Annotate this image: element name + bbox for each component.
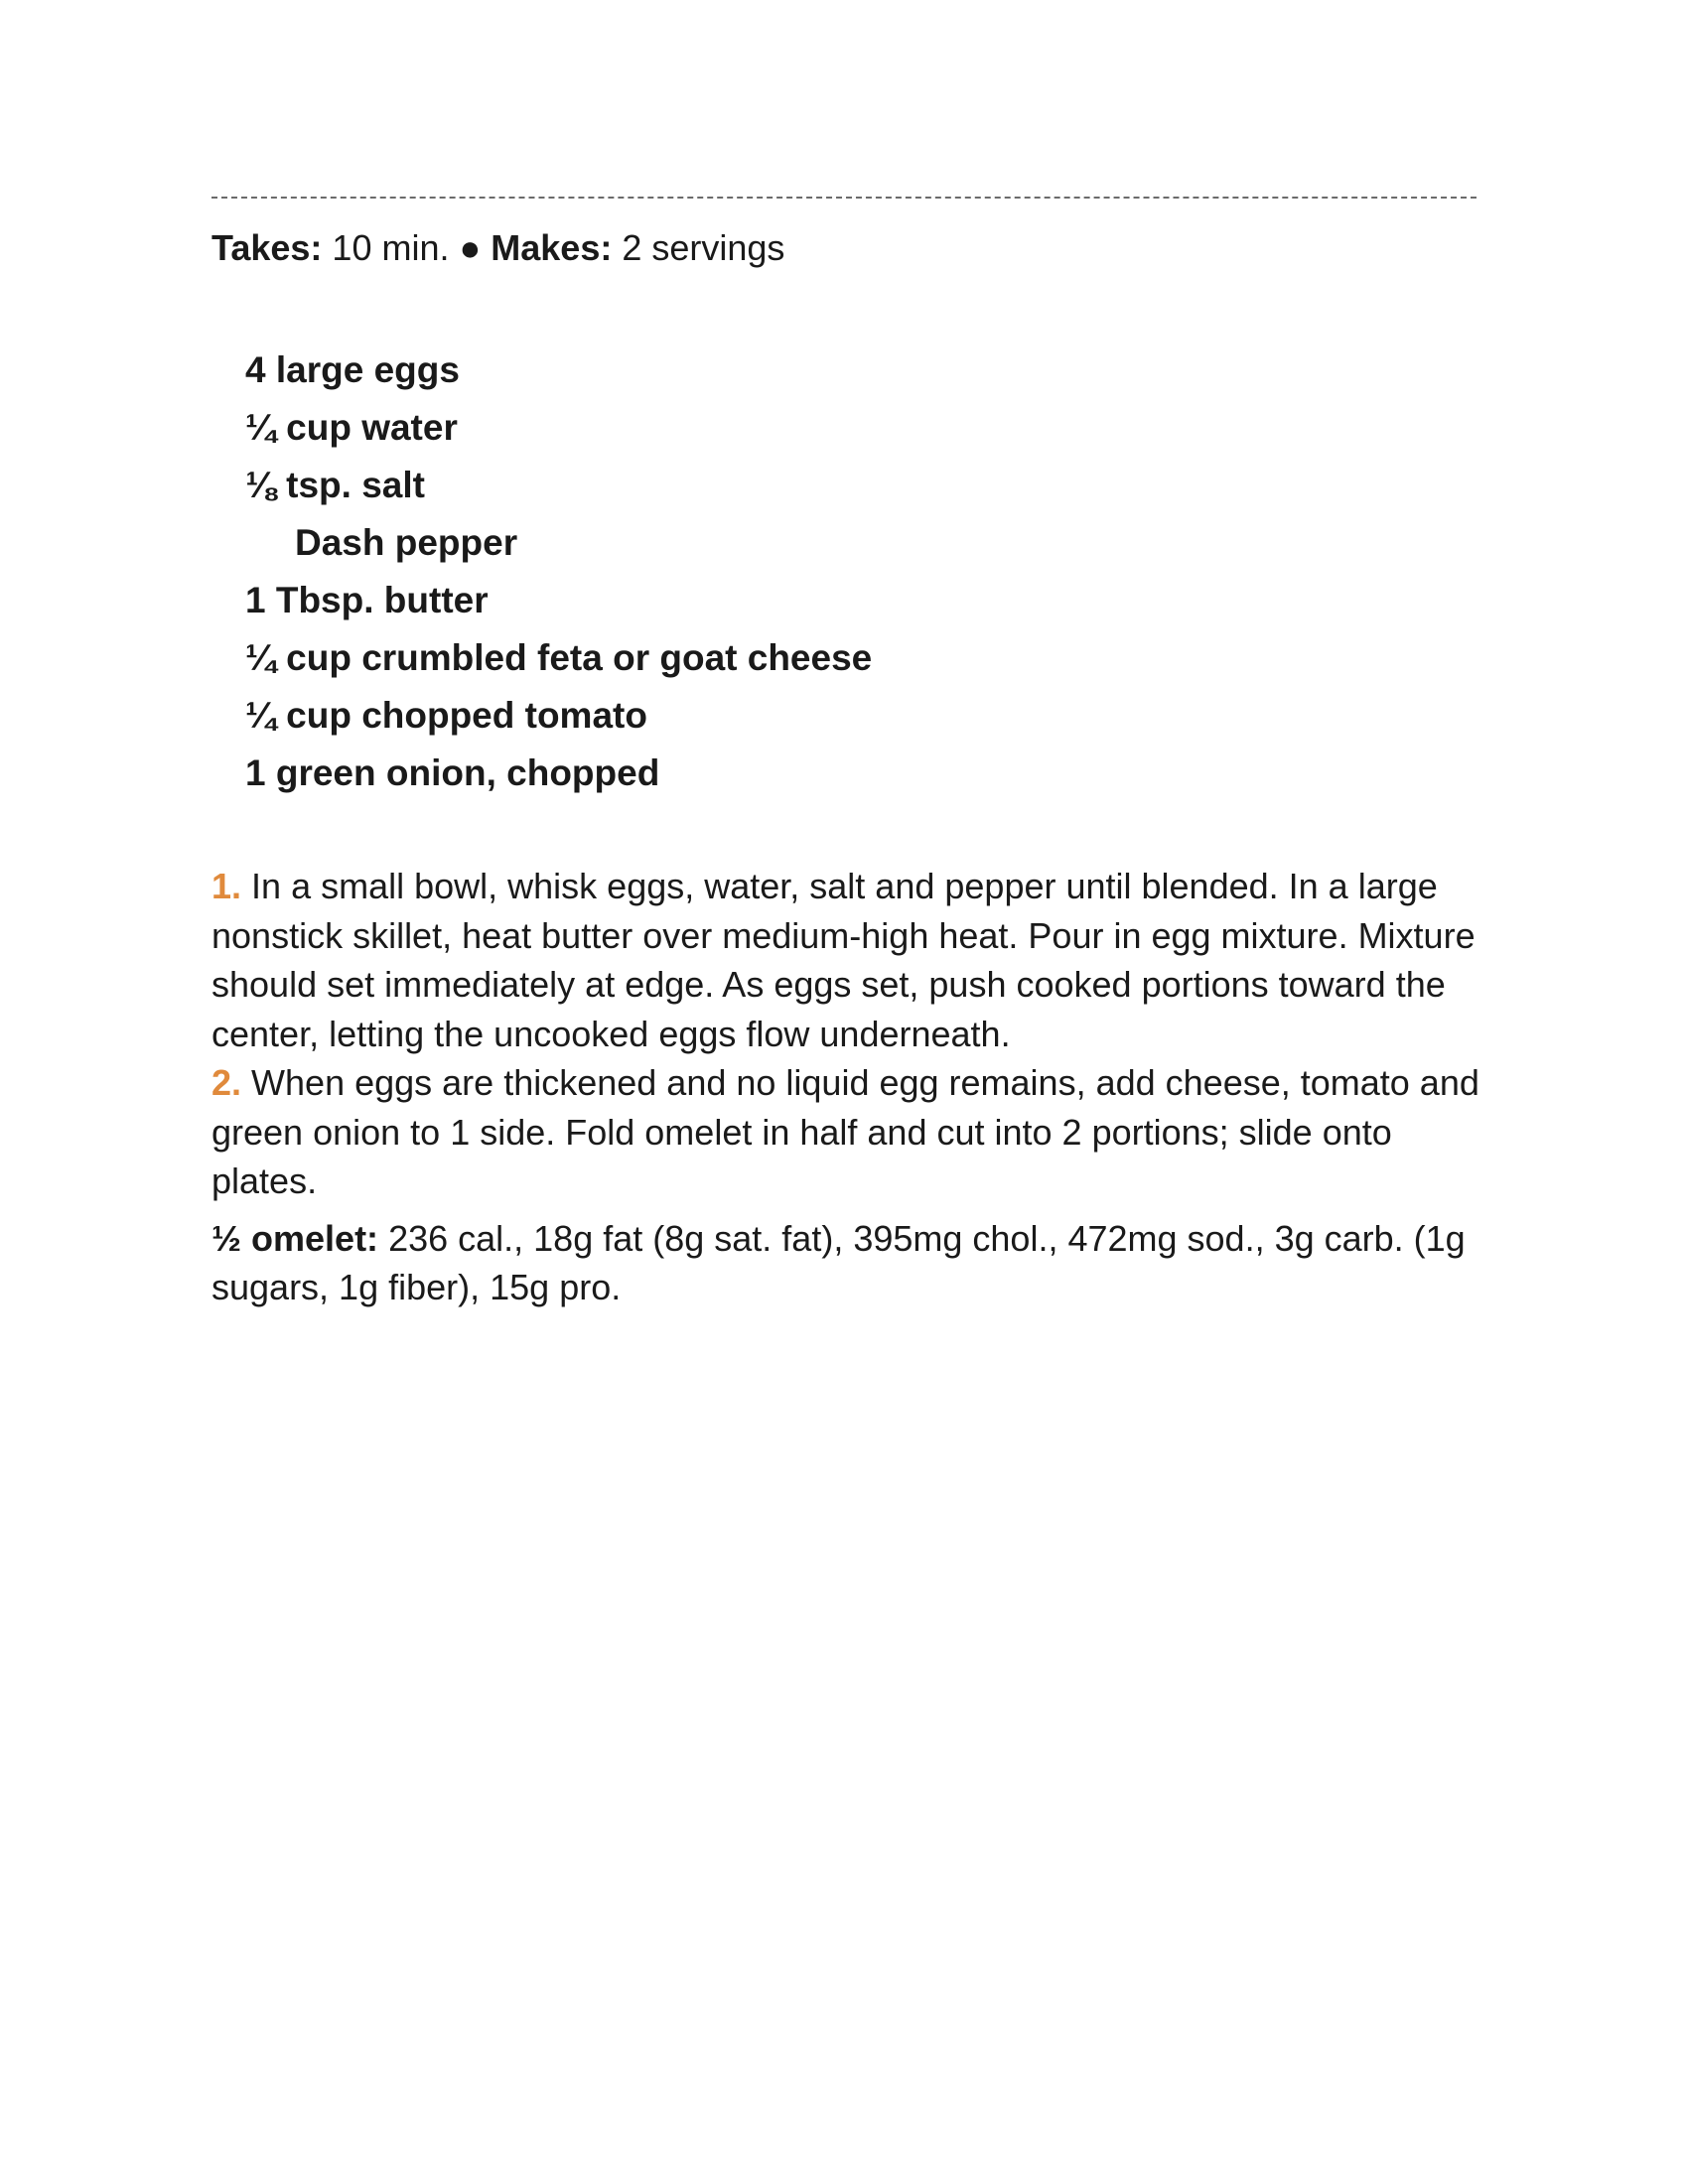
ingredient-item: ¼ cup water — [245, 407, 458, 448]
ingredient-item: Dash pepper — [295, 522, 518, 563]
ingredient-item: 4 large eggs — [245, 349, 460, 390]
nutrition-facts — [211, 1214, 1492, 1312]
ingredient-item: 1 Tbsp. butter — [245, 580, 489, 620]
directions — [211, 862, 1492, 1312]
ingredient-item: ⅛ tsp. salt — [245, 465, 425, 505]
ingredient-list — [245, 341, 872, 802]
makes-label: Makes: — [491, 227, 613, 268]
direction-step — [211, 862, 1492, 1058]
bullet-separator: ● — [459, 227, 482, 268]
takes-label: Takes: — [211, 227, 323, 268]
step-text: In a small bowl, whisk eggs, water, salt and pepper until blended. In a large nonstick skillet, heat butter over medium-high heat. Pour in egg mixture. Mixture should set immediately at edge. As eggs set, push cooked portions toward the center, letting the uncooked eggs flow underneath. — [211, 866, 1476, 1054]
step-number: 1. — [211, 866, 242, 906]
makes-value: 2 servings — [622, 227, 785, 268]
takes-value: 10 min. — [332, 227, 450, 268]
nutrition-text: 236 cal., 18g fat (8g sat. fat), 395mg chol., 472mg sod., 3g carb. (1g sugars, 1g fiber), 15g pro. — [211, 1217, 1466, 1307]
dashed-divider — [211, 197, 1477, 199]
direction-step — [211, 1058, 1492, 1206]
ingredient-item: ¼ cup crumbled feta or goat cheese — [245, 637, 873, 678]
step-number: 2. — [211, 1062, 242, 1103]
recipe-meta — [211, 224, 784, 272]
ingredient-item: 1 green onion, chopped — [245, 752, 660, 793]
nutrition-label: ½ omelet: — [211, 1217, 379, 1259]
step-text: When eggs are thickened and no liquid egg remains, add cheese, tomato and green onion to 1 side. Fold omelet in half and cut into 2 portions; slide onto plates. — [211, 1062, 1479, 1201]
ingredient-item: ¼ cup chopped tomato — [245, 695, 647, 736]
